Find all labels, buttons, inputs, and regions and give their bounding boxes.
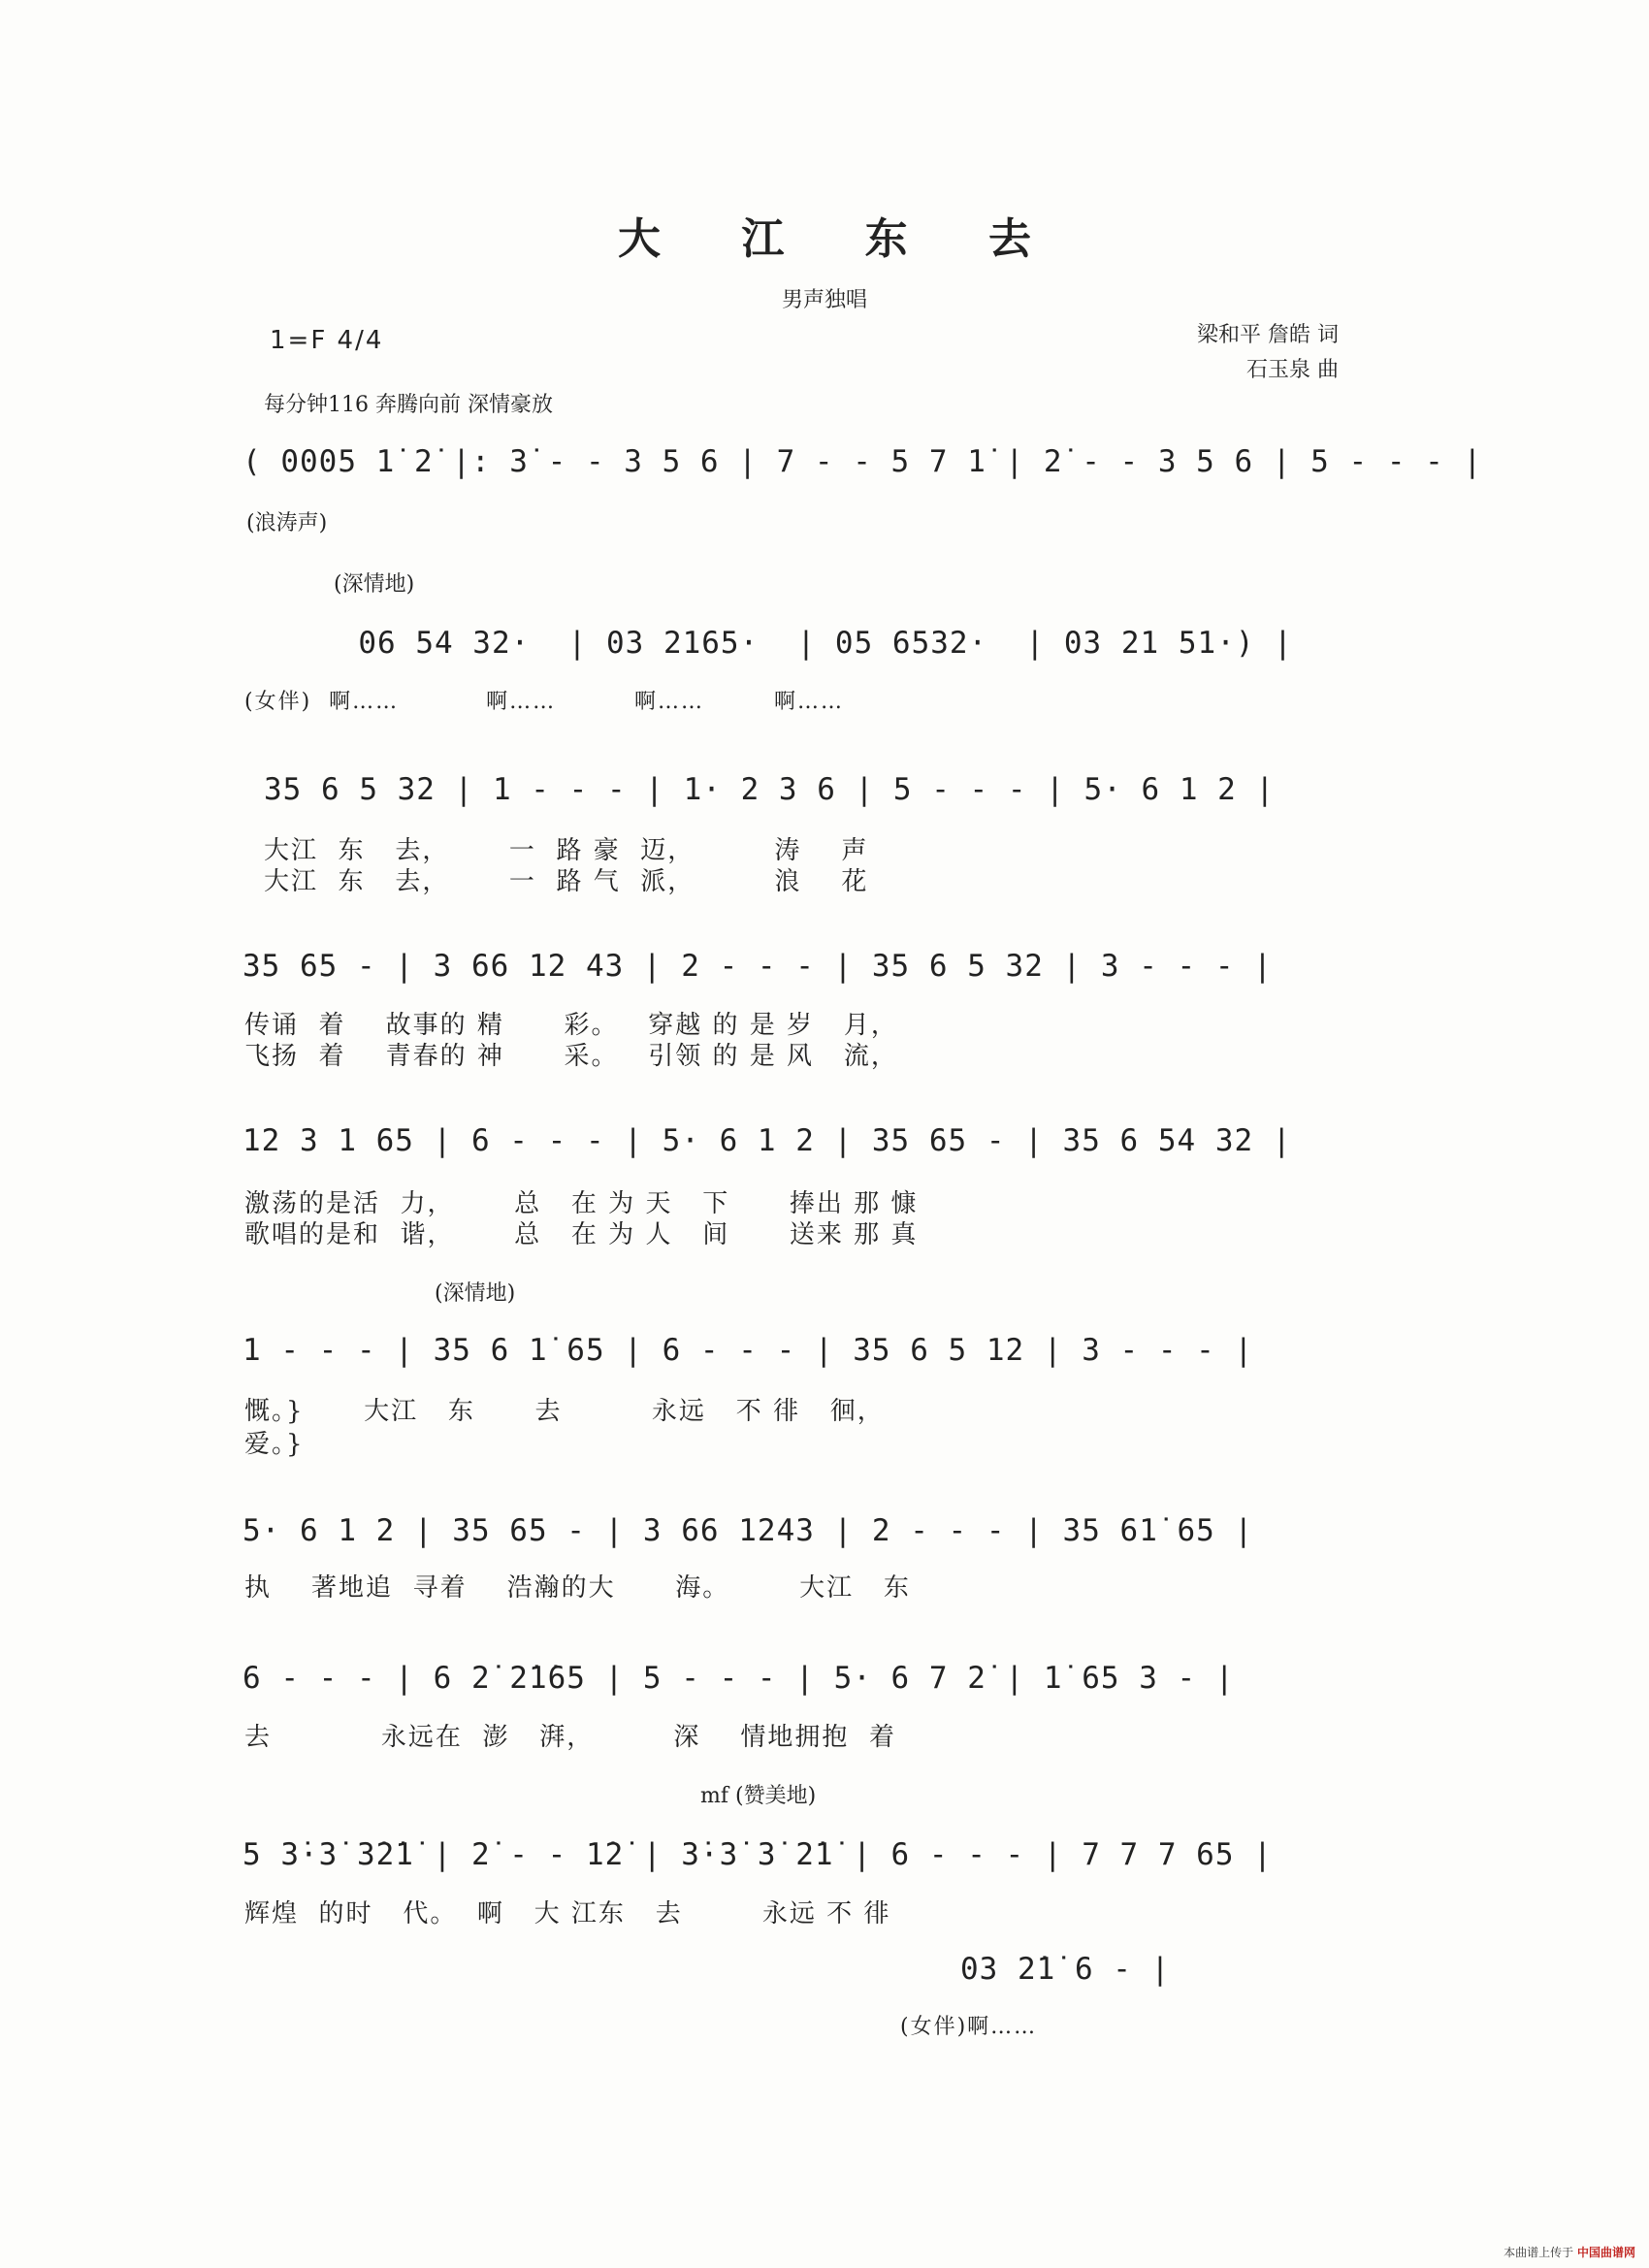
notation-line: 35 65 - | 3 66 12 43 | 2 - - - | 35 6 5 32 | 3 - - - | xyxy=(242,949,1273,984)
lyric-line: (女伴) 啊…… 啊…… 啊…… 啊…… xyxy=(244,690,844,714)
key-signature: 1=F 4/4 xyxy=(270,326,384,355)
notation-line: 5· 6 1 2 | 35 65 - | 3 66 1243 | 2 - - - | 35 61̇ 65 | xyxy=(242,1513,1254,1548)
footer-site: 中国曲谱网 xyxy=(1576,2246,1635,2259)
lyric-line: 歌唱的是和 谐， 总 在 为 人 间 送来 那 真 xyxy=(244,1220,919,1249)
notation-line: 03 2̇1̇ 6 - | xyxy=(960,1952,1171,1987)
expression-label: mf (赞美地) xyxy=(700,1784,817,1808)
expression-label: (深情地) xyxy=(435,1281,516,1306)
lyric-line: 传诵 着 故事的 精 彩。 穿越 的 是 岁 月， xyxy=(244,1011,898,1040)
lyricist-credit: 梁和平 詹皓 词 xyxy=(1197,323,1339,347)
notation-line: 12 3 1 65 | 6 - - - | 5· 6 1 2 | 35 65 - | 35 6 54 32 | xyxy=(242,1123,1292,1158)
notation-line: 35 6 5 32 | 1 - - - | 1· 2 3 6 | 5 - - - | 5· 6 1 2 | xyxy=(264,772,1276,807)
line-label: (浪涛声) xyxy=(246,511,328,535)
song-title: 大 江 东 去 xyxy=(618,214,1064,264)
song-subtitle: 男声独唱 xyxy=(781,288,867,312)
tempo-marking: 每分钟116 奔腾向前 深情豪放 xyxy=(264,393,553,417)
footer-text: 本曲谱上传于 xyxy=(1504,2246,1574,2259)
lyric-line: 慨。} 大江 东 去 永远 不 徘 徊， xyxy=(244,1397,885,1426)
lyric-line: 去 永远在 澎 湃， 深 情地拥抱 着 xyxy=(244,1723,896,1752)
lyric-line: 大江 东 去， 一 路 气 派， 浪 花 xyxy=(264,867,869,896)
lyric-line: 执 著地追 寻着 浩瀚的大 海。 大江 东 xyxy=(244,1573,911,1603)
notation-line: 1 - - - | 35 6 1̇ 65 | 6 - - - | 35 6 5 12 | 3 - - - | xyxy=(242,1333,1254,1368)
lyric-line: (女伴)啊…… xyxy=(900,2015,1038,2039)
lyric-line: 激荡的是活 力， 总 在 为 天 下 捧出 那 慷 xyxy=(244,1189,919,1218)
notation-line: 5 3̇·3̇ 3̇2̇1̇ | 2̇ - - 1̇2̇ | 3̇·3̇ 3̇ 2̇1̇ | 6 - - - | 7 7 7 65 | xyxy=(242,1837,1273,1872)
notation-line: 6 - - - | 6 2̇ 2̇1̇65 | 5 - - - | 5· 6 7 2̇ | 1̇ 65 3 - | xyxy=(242,1661,1235,1696)
expression-label: (深情地) xyxy=(334,572,415,597)
lyric-line: 大江 东 去， 一 路 豪 迈， 涛 声 xyxy=(264,836,869,865)
composer-credit: 石玉泉 曲 xyxy=(1246,358,1339,382)
lyric-line: 辉煌 的时 代。 啊 大 江东 去 永远 不 徘 xyxy=(244,1899,891,1928)
lyric-line: 飞扬 着 青春的 神 采。 引领 的 是 风 流， xyxy=(244,1042,898,1071)
lyric-line: 爱。} xyxy=(244,1430,305,1459)
notation-line: ( 0005 1̇ 2̇ |: 3̇ - - 3 5 6 | 7 - - 5 7 1̇ | 2̇ - - 3 5 6 | 5 - - - | xyxy=(242,444,1483,479)
notation-line: 06 54 32· | 03 2165· | 05 6532· | 03 21 51·) | xyxy=(320,626,1293,661)
footer-watermark xyxy=(1504,2244,1635,2260)
credits xyxy=(1197,318,1339,388)
